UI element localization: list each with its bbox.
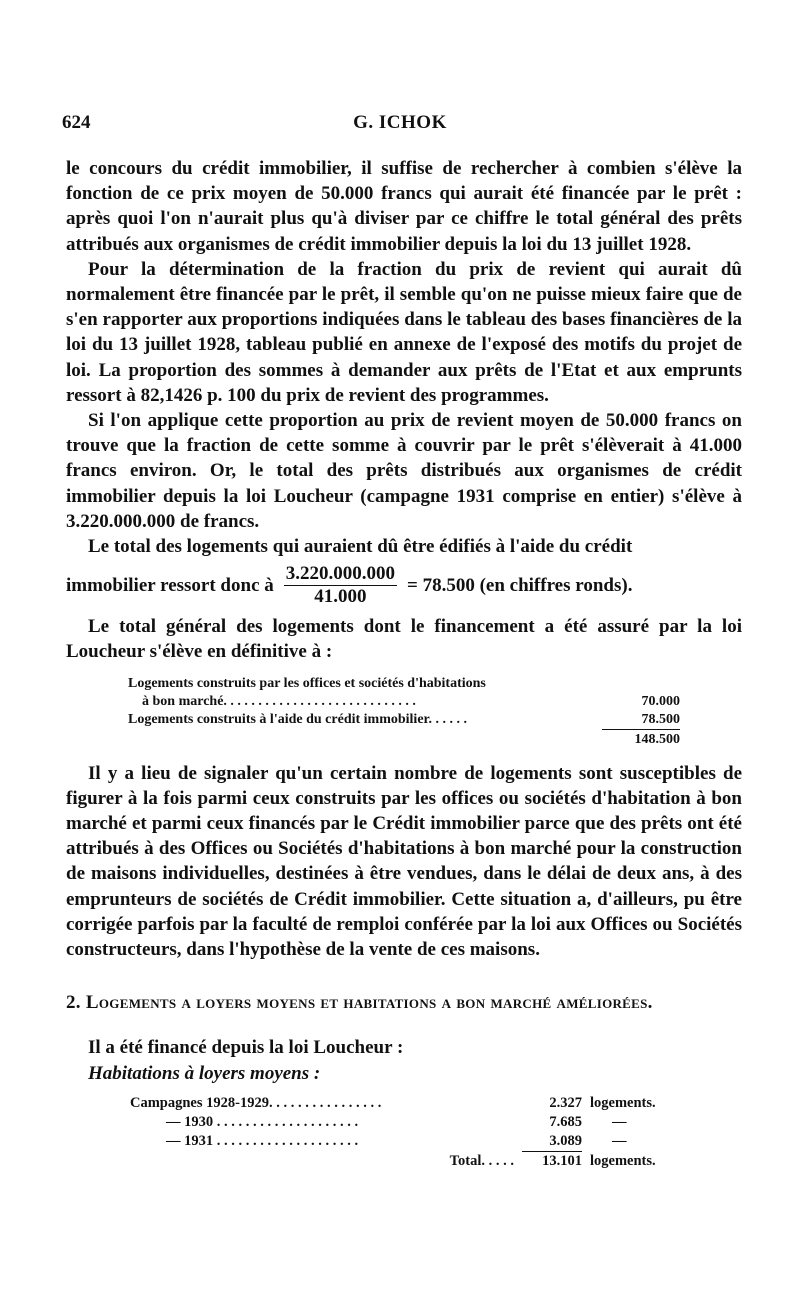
housing-total-table <box>128 675 680 749</box>
section-number: 2. <box>66 992 81 1014</box>
row-value: 78.500 <box>602 711 680 730</box>
section-heading <box>66 990 742 1015</box>
paragraph-2: Pour la détermination de la fraction du prix de revient qui aurait dû normalement être financée par le prêt, il semble qu'on ne puisse mieux faire que de s'en rapporter aux proportions indiquées dans le tableau des bases financières de la loi du 13 juillet 1928, tableau publié en annexe de l'exposé des motifs du projet de loi. La proportion des sommes à demander aux prêts de l'Etat et aux emprunts ressort à 82,1426 p. 100 du prix de revient des programmes. <box>66 258 742 406</box>
subheading: Habitations à loyers moyens : <box>88 1062 321 1084</box>
row-label: — 1930 . . . . . . . . . . . . . . . . . . . . <box>166 1113 359 1130</box>
row-label: — 1931 . . . . . . . . . . . . . . . . . . . . <box>166 1132 359 1149</box>
campaign-table <box>130 1094 686 1171</box>
section-title: Logements a loyers moyens et habitations a bon marché améliorées. <box>85 992 653 1014</box>
formula-result: = 78.500 (en chiffres ronds). <box>407 575 633 597</box>
total-value: 148.500 <box>634 731 680 747</box>
total-label: Total. . . . . <box>449 1152 514 1169</box>
row-label: Campagnes 1928-1929. . . . . . . . . . . . . . . . <box>130 1094 382 1111</box>
row-number: 7.685 <box>549 1113 582 1130</box>
page-header <box>62 112 738 138</box>
running-head: G. ICHOK <box>353 112 447 133</box>
formula-line <box>66 563 742 608</box>
row-unit: — <box>612 1113 627 1130</box>
row-label: à bon marché. . . . . . . . . . . . . . . . . . . . . . . . . . . . <box>142 693 416 709</box>
row-value: 70.000 <box>641 693 680 709</box>
row-unit: — <box>612 1132 627 1149</box>
formula-prefix: immobilier ressort donc à <box>66 575 274 597</box>
paragraph-4: Le total des logements qui auraient dû être édifiés à l'aide du crédit <box>88 536 633 558</box>
table-total-row <box>130 1152 686 1171</box>
table-row <box>130 1094 686 1113</box>
row-number: 3.089 <box>522 1132 582 1152</box>
row-label: Logements construits à l'aide du crédit immobilier. . . . . . <box>128 711 467 727</box>
row-unit: logements. <box>590 1094 656 1111</box>
paragraph-5: Le total général des logements dont le financement a été assuré par la loi Loucheur s'élève en définitive à : <box>66 616 742 663</box>
table-row <box>128 693 680 711</box>
body-text <box>66 156 742 1171</box>
paragraph-3: Si l'on applique cette proportion au prix de revient moyen de 50.000 francs on trouve que la fraction de cette somme à couvrir par le prêt s'élèverait à 41.000 francs environ. Or, le total des prêts distribués aux organismes de crédit immobilier depuis la loi Loucheur (campagne 1931 comprise en entier) s'élève à 3.220.000.000 de francs. <box>66 410 742 532</box>
paragraph-6: Il y a lieu de signaler qu'un certain nombre de logements sont susceptibles de figurer à la fois parmi ceux construits par les offices ou sociétés d'habitation à bon marché et parmi ceux financés par le Crédit immobilier parce que des prêts ont été attribués à des Offices ou Sociétés d'habitations à bon marché pour la construction de maisons individuelles, destinées à être vendues, dans le délai de deux ans, à des emprunteurs de sociétés de Crédit immobilier. Cette situation a, d'ailleurs, pu être corrigée parfois par la faculté de remploi conférée par la loi aux Offices ou Sociétés constructeurs, dans l'hypothèse de la vente de ces maisons. <box>66 762 742 961</box>
table-row <box>128 711 680 730</box>
page-number: 624 <box>62 112 91 133</box>
row-number: 2.327 <box>549 1094 582 1111</box>
fraction-numerator: 3.220.000.000 <box>285 563 395 585</box>
table-total-row <box>128 730 680 749</box>
table-row <box>128 675 680 693</box>
financed-intro: Il a été financé depuis la loi Loucheur : <box>88 1037 404 1059</box>
row-label: Logements construits par les offices et sociétés d'habitations <box>128 675 486 691</box>
paragraph-1: le concours du crédit immobilier, il suffise de rechercher à combien s'élève la fonction de ce prix moyen de 50.000 francs qui aurait été financée par le prêt : après quoi l'on n'aurait plus qu'à diviser par ce chiffre le total général des prêts attribués aux organismes de crédit immobilier depuis la loi du 13 juillet 1928. <box>66 158 742 255</box>
total-number: 13.101 <box>542 1152 582 1169</box>
total-unit: logements. <box>590 1152 656 1169</box>
table-row <box>130 1132 686 1152</box>
table-row <box>130 1113 686 1132</box>
fraction <box>284 563 397 608</box>
fraction-denominator: 41.000 <box>314 586 367 608</box>
